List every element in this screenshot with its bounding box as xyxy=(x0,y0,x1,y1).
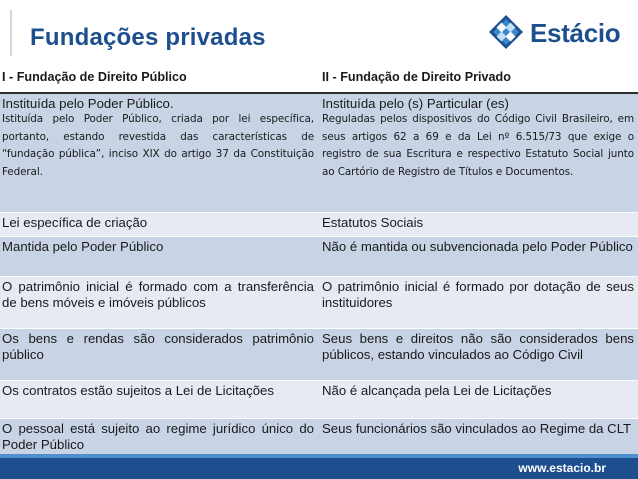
table-header-row xyxy=(0,64,638,93)
cell-main-text: Instituída pelo (s) Particular (es) xyxy=(322,95,509,111)
cell-detail-text: Reguladas pelos dispositivos do Código Civil Brasileiro, em seus artigos 62 a 69 e da Lei nº 6.515/73 que exige o registro de sua Escritura e respectivo Estatuto Social junto ao Cartório de Registro de Títulos e Documentos. xyxy=(322,113,634,178)
cell-right xyxy=(318,93,638,213)
header-public: I - Fundação de Direito Público xyxy=(0,64,318,93)
cell-left: O patrimônio inicial é formado com a transferência de bens móveis e imóveis públicos xyxy=(0,277,318,329)
cell-right: Seus bens e direitos não são considerados bens públicos, estando vinculados ao Código Civil xyxy=(318,329,638,381)
table-row xyxy=(0,419,638,457)
cell-main-text: Instituída pelo Poder Público. xyxy=(2,95,174,111)
slide-footer xyxy=(0,458,638,479)
header-private: II - Fundação de Direito Privado xyxy=(318,64,638,93)
cell-right: Não é alcançada pela Lei de Licitações xyxy=(318,381,638,419)
footer-url: www.estacio.br xyxy=(518,461,606,475)
cell-left: Mantida pelo Poder Público xyxy=(0,237,318,277)
estacio-diamond-icon xyxy=(488,14,524,50)
cell-right: Não é mantida ou subvencionada pelo Poder Público xyxy=(318,237,638,277)
table-row xyxy=(0,381,638,419)
logo-wordmark: Estácio xyxy=(530,18,621,48)
table-row xyxy=(0,329,638,381)
cell-left: O pessoal está sujeito ao regime jurídico único do Poder Público xyxy=(0,419,318,457)
cell-right: O patrimônio inicial é formado por dotação de seus instituidores xyxy=(318,277,638,329)
estacio-logo xyxy=(488,12,638,52)
cell-left: Os bens e rendas são considerados patrimônio público xyxy=(0,329,318,381)
cell-left xyxy=(0,93,318,213)
table-row xyxy=(0,213,638,237)
table-row xyxy=(0,237,638,277)
table-row xyxy=(0,277,638,329)
cell-right: Estatutos Sociais xyxy=(318,213,638,237)
title-accent-line xyxy=(10,10,12,56)
cell-left: Os contratos estão sujeitos a Lei de Licitações xyxy=(0,381,318,419)
table-row xyxy=(0,93,638,213)
cell-left: Lei específica de criação xyxy=(0,213,318,237)
cell-detail-text: Istituída pelo Poder Público, criada por lei específica, portanto, estando revestida das características de “fundação pública”, inciso XIX do artigo 37 da Constituição Federal. xyxy=(2,113,314,178)
slide-title: Fundações privadas xyxy=(30,24,266,51)
cell-right: Seus funcionários são vinculados ao Regime da CLT xyxy=(318,419,638,457)
comparison-table xyxy=(0,64,638,457)
slide-header xyxy=(0,0,638,60)
